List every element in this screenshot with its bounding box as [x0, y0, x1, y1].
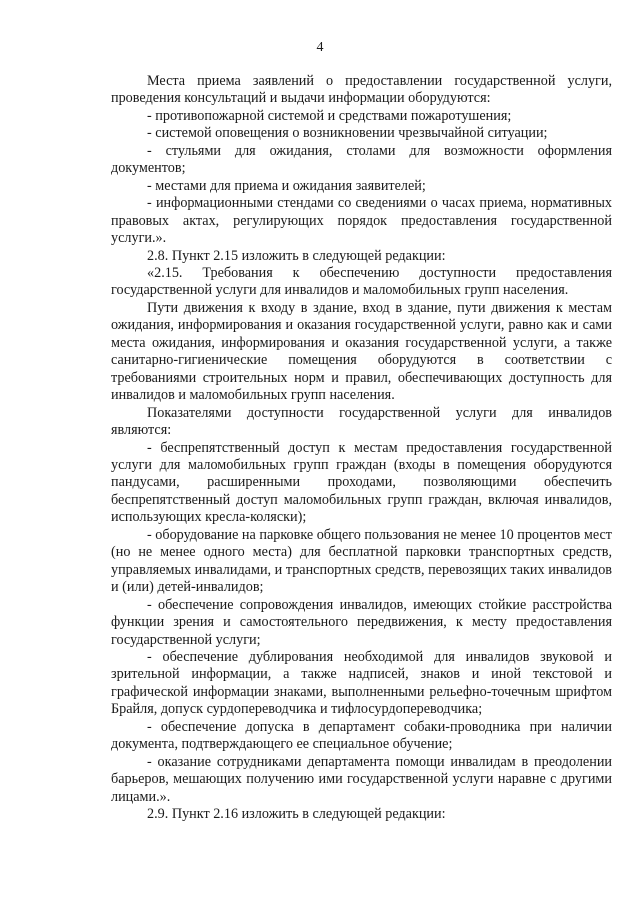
paragraph: - информационными стендами со сведениями о часах приема, нормативных правовых актах, регулирующих порядок предоставления государственной услуги.».: [111, 195, 612, 247]
page-number: 4: [316, 40, 324, 55]
paragraph: - местами для приема и ожидания заявителей;: [147, 177, 426, 194]
paragraph: - системой оповещения о возникновении чрезвычайной ситуации;: [147, 125, 548, 142]
paragraph: - обеспечение дублирования необходимой для инвалидов звуковой и зрительной информации, а также надписей, знаков и иной текстовой и графической информации знаками, выполненными рельефно-точечным шрифтом Брайля, допуск сурдопереводчика и тифлосурдопереводчика;: [111, 648, 612, 718]
paragraph: - обеспечение сопровождения инвалидов, имеющих стойкие расстройства функции зрения и самостоятельного передвижения, к месту предоставления государственной услуги;: [111, 596, 612, 648]
paragraph: - беспрепятственный доступ к местам предоставления государственной услуги для маломобильных групп граждан (входы в помещения оборудуются пандусами, расширенными проходами, позволяющими обеспечить беспрепятственный доступ маломобильных групп граждан, включая инвалидов, использующих кресла-коляски);: [111, 439, 612, 526]
paragraph: - оказание сотрудниками департамента помощи инвалидам в преодолении барьеров, мешающих получению ими государственной услуги наравне с другими лицами.».: [111, 753, 612, 805]
paragraph: Места приема заявлений о предоставлении государственной услуги, проведения консультаций и выдачи информации оборудуются:: [111, 73, 612, 107]
paragraph: 2.8. Пункт 2.15 изложить в следующей редакции:: [147, 247, 446, 264]
paragraph: Пути движения к входу в здание, вход в здание, пути движения к местам ожидания, информирования и оказания государственной услуги, равно как и сами места ожидания, информирования и оказания государственной услуги, а также санитарно-гигиенические помещения оборудуются в соответствии с требованиями строительных норм и правил, обеспечивающих доступность для инвалидов и маломобильных групп населения.: [111, 299, 612, 404]
paragraph: - обеспечение допуска в департамент собаки-проводника при наличии документа, подтверждающего ее специальное обучение;: [111, 718, 612, 753]
paragraph: 2.9. Пункт 2.16 изложить в следующей редакции:: [147, 806, 446, 823]
paragraph: - оборудование на парковке общего пользования не менее 10 процентов мест (но не менее одного места) для бесплатной парковки транспортных средств, управляемых инвалидами, и транспортных средств, перевозящих таких инвалидов и (или) детей-инвалидов;: [111, 526, 612, 596]
paragraph: - противопожарной системой и средствами пожаротушения;: [147, 107, 512, 124]
paragraph: - стульями для ожидания, столами для возможности оформления документов;: [111, 142, 612, 177]
paragraph: Показателями доступности государственной услуги для инвалидов являются:: [111, 404, 612, 439]
paragraph: «2.15. Требования к обеспечению доступности предоставления государственной услуги для инвалидов и маломобильных групп населения.: [111, 264, 612, 299]
document-body: [111, 73, 612, 823]
